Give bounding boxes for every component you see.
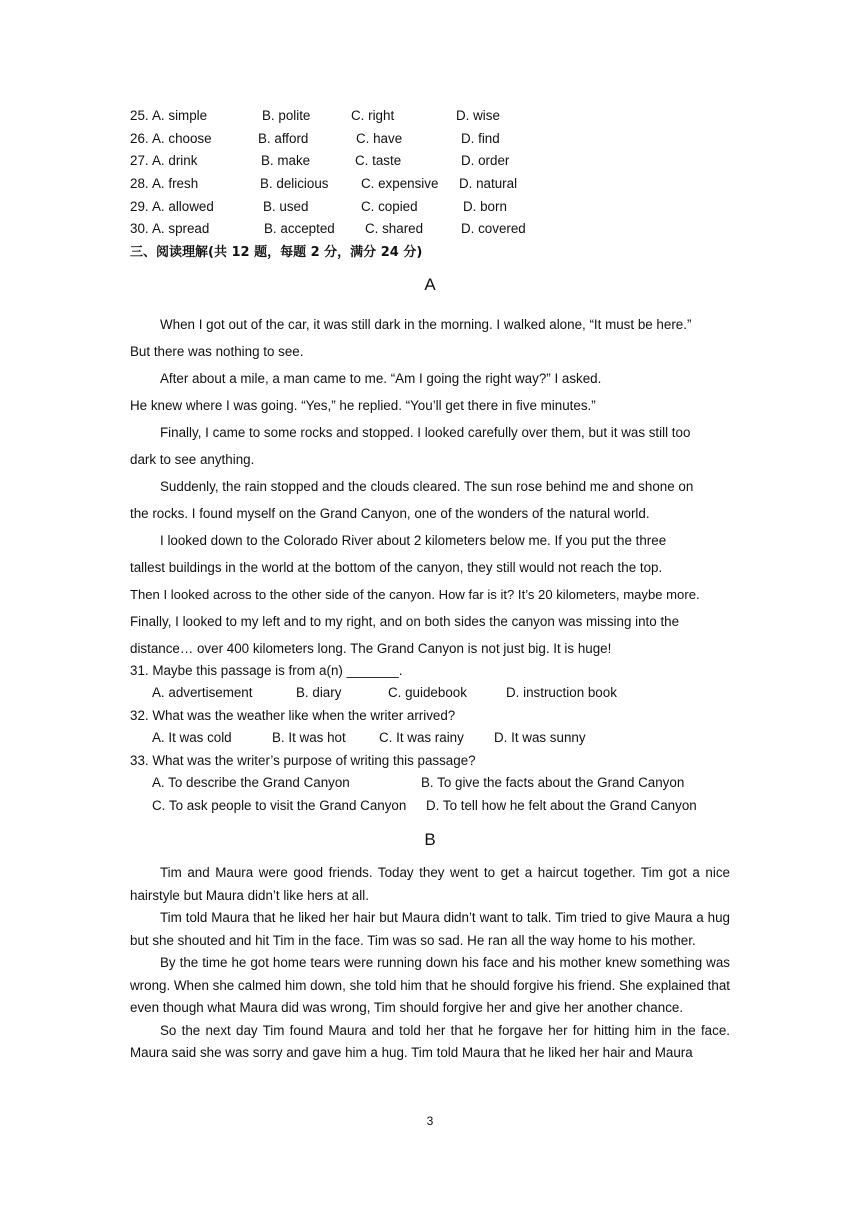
option-d: D. born [463,199,507,214]
option-b: B. afford [258,131,309,146]
option-b: B. used [263,199,309,214]
option-c: C. copied [361,199,418,214]
option-c: C. expensive [361,176,439,191]
option-b: B. accepted [264,221,335,236]
option-a: A. It was cold [152,730,232,745]
passage-line: the rocks. I found myself on the Grand Canyon, one of the wonders of the natural world. [130,506,650,521]
option-a: A. fresh [152,176,199,191]
option-d: D. wise [456,108,500,123]
passage-line: Then I looked across to the other side of the canyon. How far is it? It’s 20 kilometers, maybe more. [130,587,700,602]
question-stem: 33. What was the writer’s purpose of writing this passage? [130,753,476,768]
option-number: 27. [130,153,149,168]
option-b: B. It was hot [272,730,346,745]
section-heading: 三、阅读理解(共 12 题，每题 2 分，满分 24 分) [130,245,423,260]
passage-line: Finally, I came to some rocks and stopped. I looked carefully over them, but it was still too [160,425,691,440]
option-a: A. choose [152,131,212,146]
question-stem: 32. What was the weather like when the writer arrived? [130,708,456,723]
passage-line: I looked down to the Colorado River about 2 kilometers below me. If you put the three [160,533,667,548]
option-b: B. delicious [260,176,329,191]
option-d: D. covered [461,221,526,236]
option-a: A. To describe the Grand Canyon [152,775,350,790]
question-stem: 31. Maybe this passage is from a(n) _______. [130,663,403,678]
option-d: D. It was sunny [494,730,586,745]
option-number: 30. [130,221,149,236]
option-c: C. have [356,131,403,146]
option-d: D. natural [459,176,518,191]
option-c: C. taste [355,153,402,168]
passage-line: tallest buildings in the world at the bottom of the canyon, they still would not reach the top. [130,560,663,575]
passage-b-body [130,862,730,1065]
option-a: A. simple [152,108,208,123]
passage-line: When I got out of the car, it was still dark in the morning. I walked alone, “It must be here.” [160,317,692,332]
option-c: C. right [351,108,395,123]
option-c: C. To ask people to visit the Grand Canyon [152,798,407,813]
option-number: 29. [130,199,149,214]
passage-paragraph: Tim told Maura that he liked her hair but Maura didn’t want to talk. Tim tried to give Maura a hug but she shouted and hit Tim in the face. Tim was so sad. He ran all the way home to his mother. [130,910,730,948]
option-a: A. spread [152,221,210,236]
passage-line: distance… over 400 kilometers long. The Grand Canyon is not just big. It is huge! [130,641,612,656]
option-d: D. order [461,153,510,168]
passage-line: After about a mile, a man came to me. “Am I going the right way?” I asked. [160,371,602,386]
option-a: A. drink [152,153,198,168]
option-c: C. It was rainy [379,730,464,745]
option-b: B. To give the facts about the Grand Canyon [421,775,685,790]
option-d: D. instruction book [506,685,617,700]
option-number: 25. [130,108,149,123]
page-number: 3 [426,1114,434,1128]
passage-paragraph: So the next day Tim found Maura and told her that he forgave her for hitting him in the face. Maura said she was sorry and gave him a hug. Tim told Maura that he liked her hair and Maura [130,1022,730,1060]
passage-a-title: A [424,275,436,294]
passage-line: Suddenly, the rain stopped and the clouds cleared. The sun rose behind me and shone on [160,479,694,494]
option-a: A. allowed [152,199,214,214]
option-b: B. polite [262,108,311,123]
option-b: B. make [261,153,311,168]
option-b: B. diary [296,685,342,700]
passage-paragraph: By the time he got home tears were running down his face and his mother knew something was wrong. When she calmed him down, she told him that he should forgive his friend. She explained that even though what Maura did was wrong, Tim should forgive her and give her another chance. [130,955,730,1015]
passage-b-title: B [424,830,436,849]
passage-line: He knew where I was going. “Yes,” he replied. “You’ll get there in five minutes.” [130,398,596,413]
option-c: C. shared [365,221,424,236]
passage-line: But there was nothing to see. [130,344,304,359]
option-number: 28. [130,176,149,191]
passage-line: Finally, I looked to my left and to my right, and on both sides the canyon was missing into the [130,614,680,629]
option-number: 26. [130,131,149,146]
passage-paragraph: Tim and Maura were good friends. Today they went to get a haircut together. Tim got a nice hairstyle but Maura didn’t like hers at all. [130,865,730,903]
option-a: A. advertisement [152,685,253,700]
option-d: D. To tell how he felt about the Grand Canyon [426,798,697,813]
passage-line: dark to see anything. [130,452,255,467]
option-d: D. find [461,131,500,146]
option-c: C. guidebook [388,685,467,700]
